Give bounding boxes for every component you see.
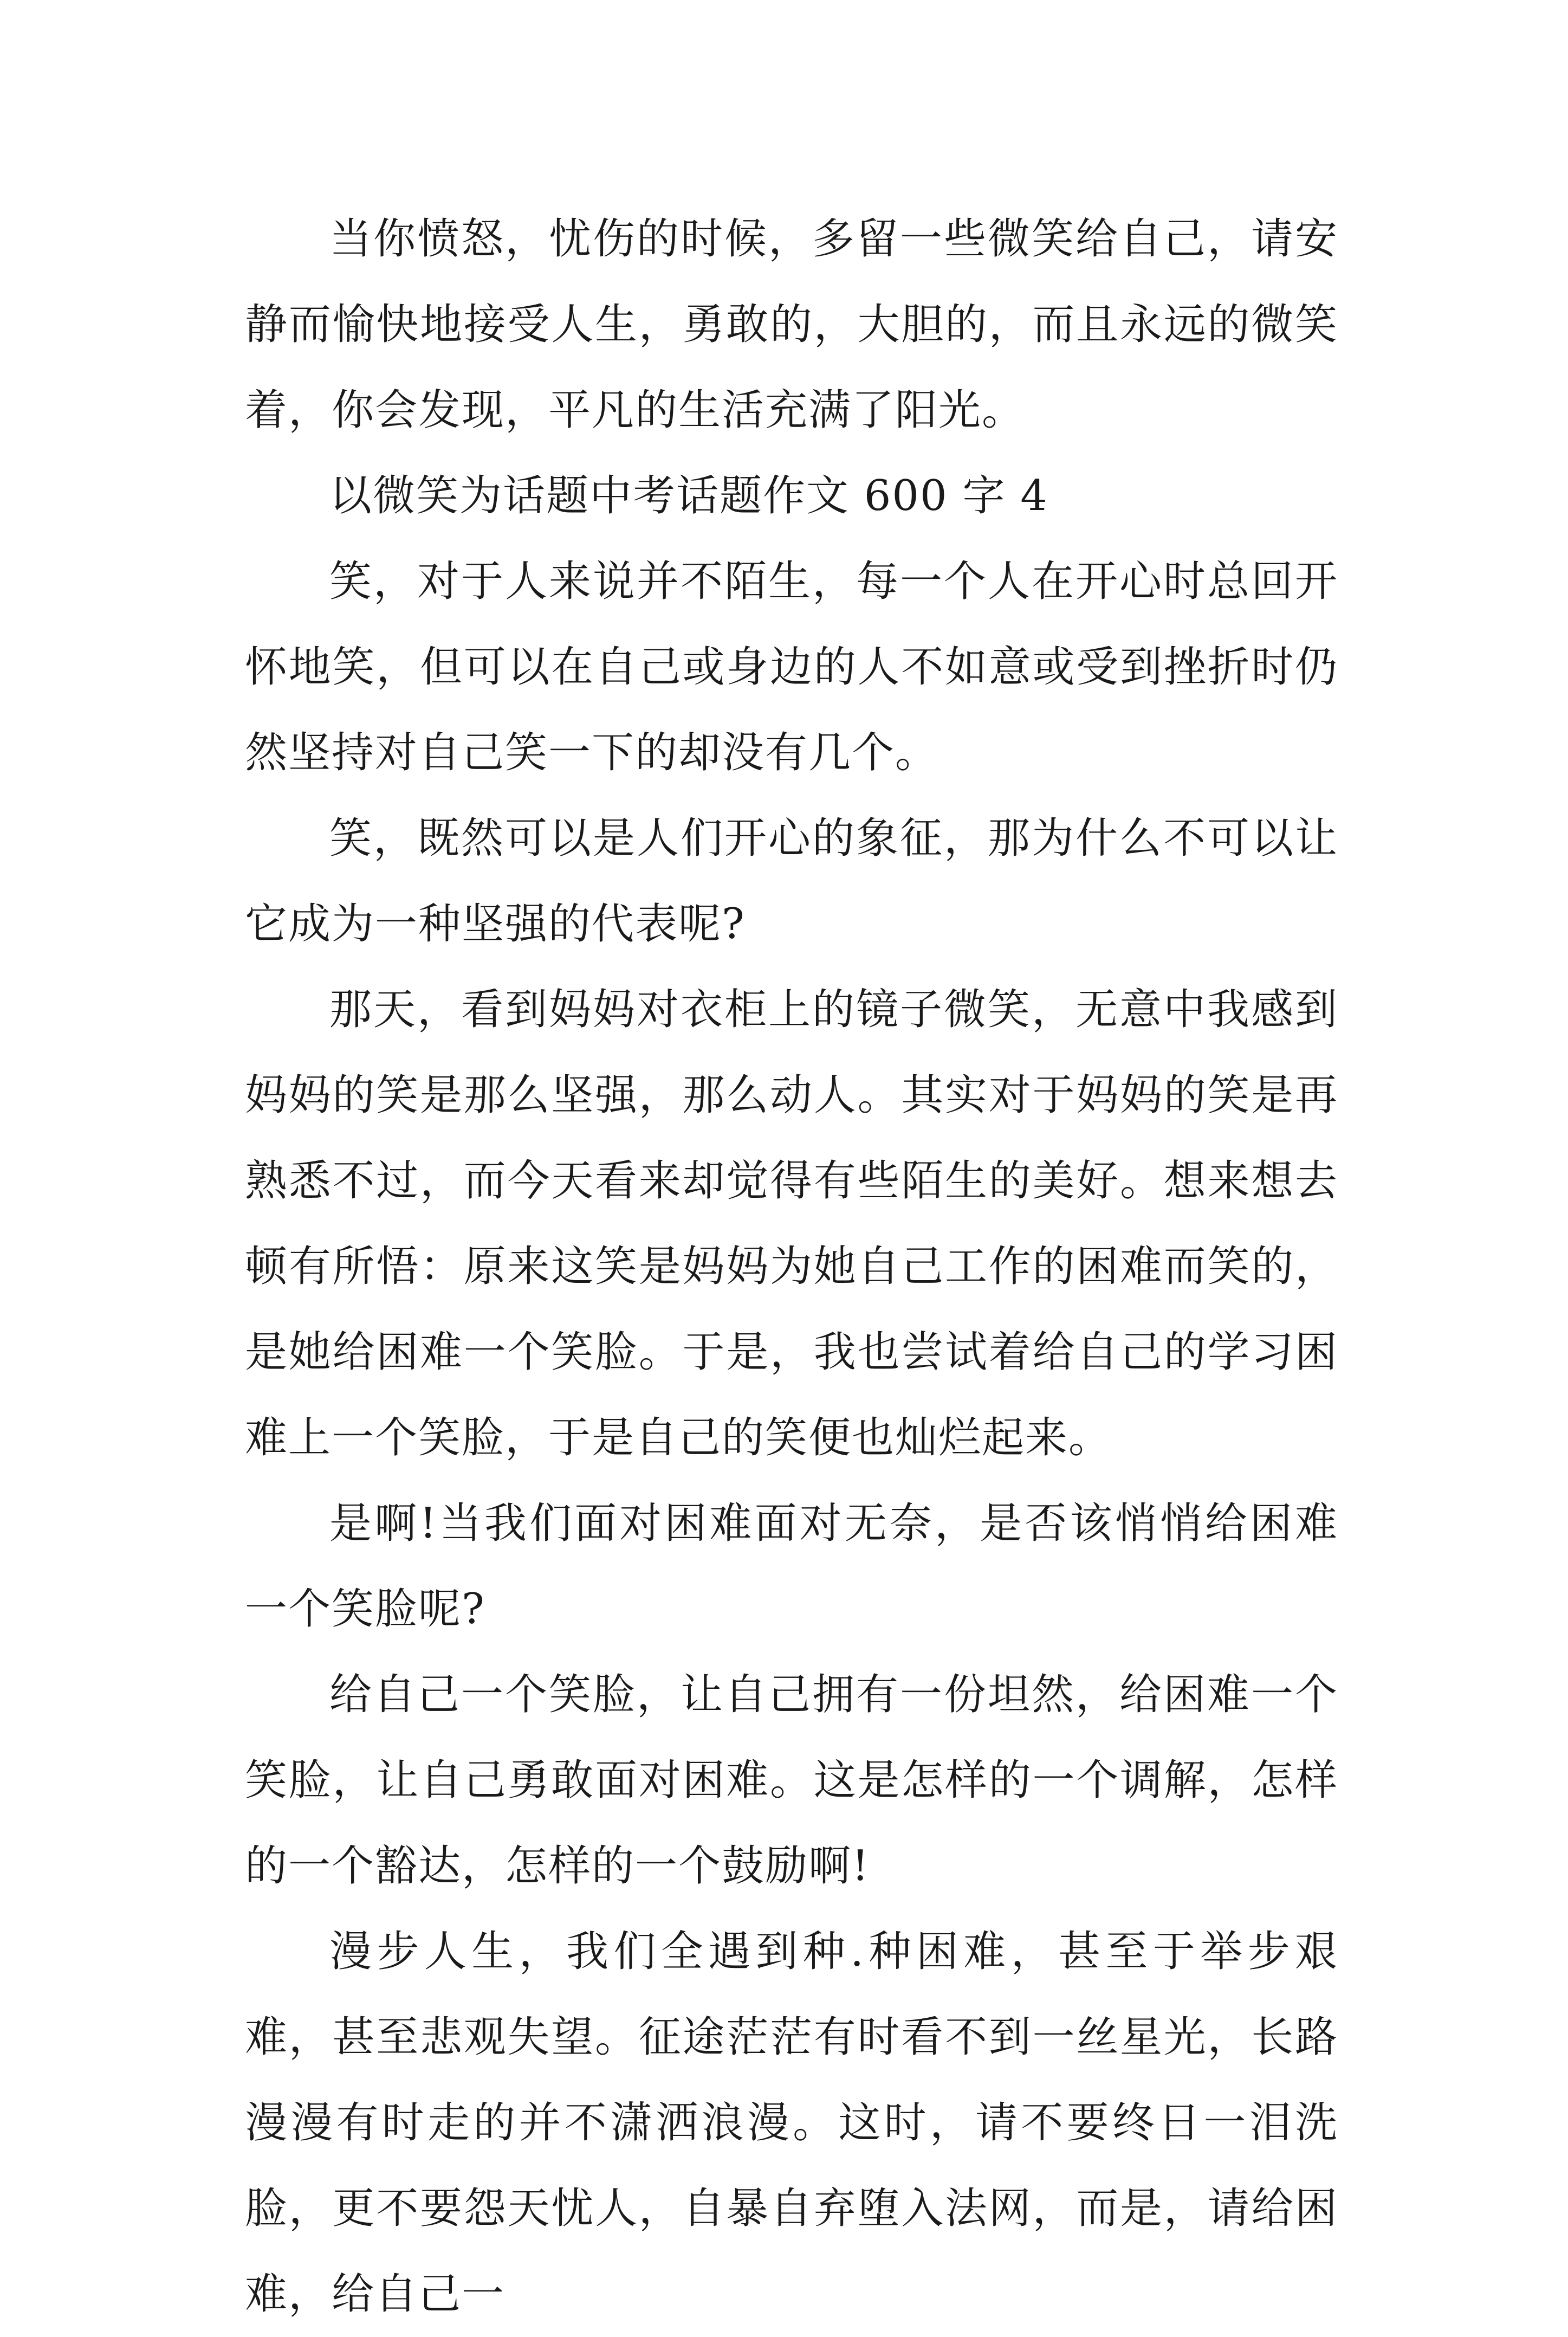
paragraph-4: 那天，看到妈妈对衣柜上的镜子微笑，无意中我感到妈妈的笑是那么坚强，那么动人。其实对于妈妈的笑是再熟悉不过，而今天看来却觉得有些陌生的美好。想来想去顿有所悟：原来这笑是妈妈为她自己工作的困难而笑的，是她给困难一个笑脸。于是，我也尝试着给自己的学习困难上一个笑脸，于是自己的笑便也灿烂起来。 [245, 985, 1338, 1462]
section-title: 以微笑为话题中考话题作文 600 字 4 [329, 472, 1048, 520]
paragraph-2: 笑，对于人来说并不陌生，每一个人在开心时总回开怀地笑，但可以在自己或身边的人不如意或受到挫折时仍然坚持对自己笑一下的却没有几个。 [245, 557, 1338, 777]
paragraph-3: 笑，既然可以是人们开心的象征，那为什么不可以让它成为一种坚强的代表呢? [245, 814, 1338, 948]
paragraph-6: 给自己一个笑脸，让自己拥有一份坦然，给困难一个笑脸，让自己勇敢面对困难。这是怎样的一个调解，怎样的一个豁达，怎样的一个鼓励啊! [245, 1670, 1338, 1890]
paragraph-5: 是啊!当我们面对困难面对无奈，是否该悄悄给困难一个笑脸呢? [245, 1499, 1338, 1634]
paragraph-7: 漫步人生，我们全遇到种.种困难，甚至于举步艰难，甚至悲观失望。征途茫茫有时看不到一丝星光，长路漫漫有时走的并不潇洒浪漫。这时，请不要终日一泪洗脸，更不要怨天忧人，自暴自弃堕入法网，而是，请给困难，给自己一 [245, 1927, 1338, 2319]
essay-body [245, 196, 1338, 2337]
paragraph-1: 当你愤怒，忧伤的时候，多留一些微笑给自己，请安静而愉快地接受人生，勇敢的，大胆的，而且永远的微笑着，你会发现，平凡的生活充满了阳光。 [245, 215, 1338, 435]
